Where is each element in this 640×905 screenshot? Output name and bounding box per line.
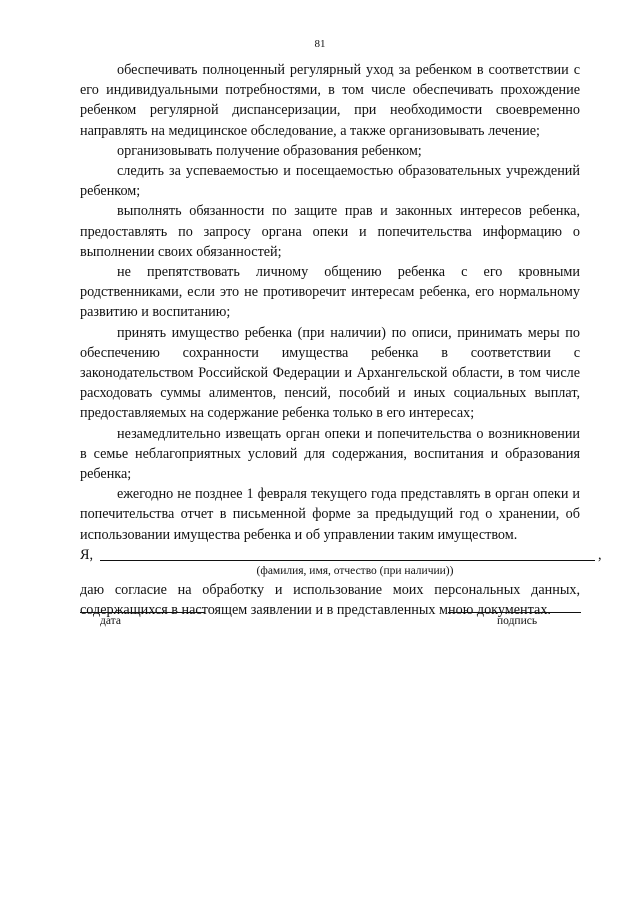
page-number: 81 — [314, 38, 326, 50]
document-body — [80, 60, 602, 620]
fio-prefix: Я, — [80, 546, 94, 563]
obligation-paragraph-property: принять имущество ребенка (при наличии) по описи, принимать меры по обеспечению сохранности имущества ребенка в соответствии с законодательством Российской Федерации и Архангельской области, в том числе расходовать суммы алиментов, пенсий, пособий и иных социальных выплат, предоставляемых на содержание ребенка только в его интересах; — [80, 324, 580, 422]
signature-label: подпись — [497, 615, 538, 627]
date-label: дата — [100, 615, 121, 627]
fio-caption: (фамилия, имя, отчество (при наличии)) — [256, 564, 454, 577]
signature-fill-line[interactable] — [448, 612, 581, 613]
obligation-paragraph-progress: следить за успеваемостью и посещаемостью образовательных учреждений ребенком; — [80, 163, 580, 200]
fio-fill-line[interactable] — [100, 560, 595, 561]
obligation-paragraph-education: организовывать получение образования ребенком; — [117, 142, 422, 159]
obligation-paragraph-relatives: не препятствовать личному общению ребенка с его кровными родственниками, если это не противоречит интересам ребенка, его нормальному развитию и воспитанию; — [80, 264, 580, 321]
fio-suffix: , — [598, 546, 602, 563]
obligation-paragraph-report: ежегодно не позднее 1 февраля текущего года представлять в орган опеки и попечительства отчет в письменной форме за предыдущий год о хранении, об использовании имущества ребенка и об управлении таким имуществом. — [80, 486, 580, 543]
obligation-paragraph-care: обеспечивать полноценный регулярный уход за ребенком в соответствии с его индивидуальными потребностями, в том числе обеспечивать прохождение ребенком регулярной диспансеризации, при необходимости своевременно направлять на медицинское обследование, а также организовывать лечение; — [80, 62, 580, 139]
date-fill-line[interactable] — [80, 612, 205, 613]
obligation-paragraph-notify: незамедлительно извещать орган опеки и попечительства о возникновении в семье неблагоприятных условий для содержания, воспитания и образования ребенка; — [80, 425, 580, 483]
fio-signature-row — [80, 545, 602, 565]
obligation-paragraph-rights: выполнять обязанности по защите прав и законных интересов ребенка, предоставлять по запросу органа опеки и попечительства информацию о выполнении своих обязанностей; — [80, 203, 580, 260]
consent-paragraph: даю согласие на обработку и использование моих персональных данных, содержащихся в настоящем заявлении и в представленных мною документах. — [80, 581, 580, 619]
